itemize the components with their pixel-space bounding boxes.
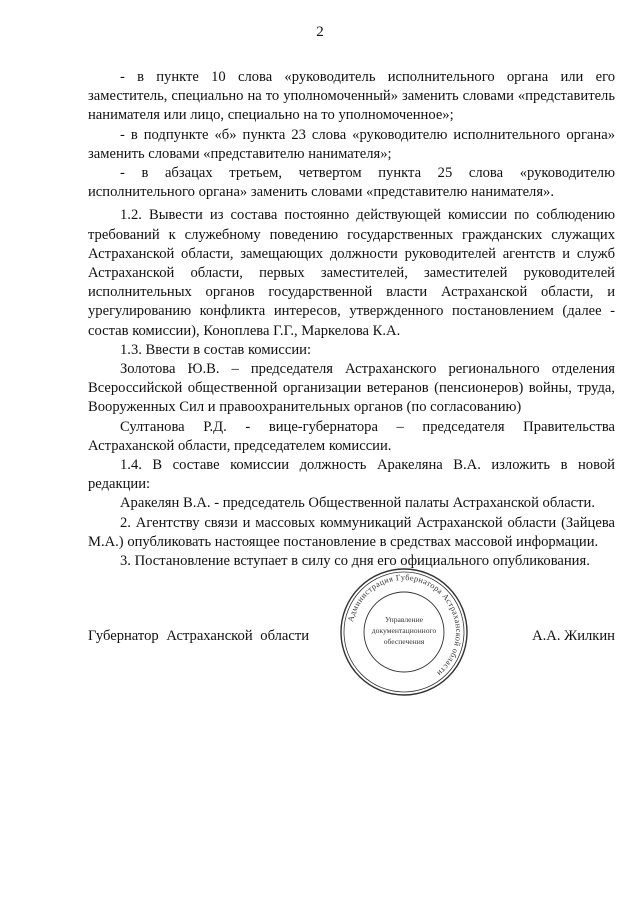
signatory-name: А.А. Жилкин — [532, 628, 615, 644]
paragraph: - в абзацах третьем, четвертом пункта 25 слова «руководителю исполнительного органа» заменить словами «представителю нанимателя». — [88, 165, 615, 201]
document-body — [88, 68, 615, 571]
paragraph: 1.4. В составе комиссии должность Аракеляна В.А. изложить в новой редакции: — [88, 457, 615, 493]
svg-text:Управление: Управление — [384, 615, 424, 624]
paragraph: 1.2. Вывести из состава постоянно действующей комиссии по соблюдению требований к служебному поведению государственных гражданских служащих Астраханской области, замещающих должности руководителей агентств и служб Астраханской области, первых заместителей, заместителей руководителей исполнительных органов государственной власти Астраханской области, и урегулированию конфликта интересов, утвержденного постановлением (далее - состав комиссии), Коноплева Г.Г., Маркелова К.А. — [88, 207, 615, 339]
official-seal — [338, 566, 470, 698]
paragraph: - в подпункте «б» пункта 23 слова «руководителю исполнительного органа» заменить словами «представителю нанимателя»; — [88, 126, 615, 162]
paragraph: Золотова Ю.В. – председателя Астраханского регионального отделения Всероссийской общественной организации ветеранов (пенсионеров) войны, труда, Вооруженных Сил и правоохранительных органов (по согласованию) — [88, 361, 615, 416]
signatory-title: Губернатор Астраханской области — [88, 628, 310, 644]
paragraph: Султанова Р.Д. - вице-губернатора – председателя Правительства Астраханской области, председателем комиссии. — [88, 418, 615, 454]
paragraph: Аракелян В.А. - председатель Общественной палаты Астраханской области. — [120, 495, 595, 512]
page-number: 2 — [316, 24, 324, 40]
svg-text:обеспечения: обеспечения — [383, 637, 425, 646]
paragraph: - в пункте 10 слова «руководитель исполнительного органа или его заместитель, специально на то уполномоченный» заменить словами «представитель нанимателя или лицо, специально на то уполномоченное»; — [88, 69, 615, 124]
paragraph: 2. Агентству связи и массовых коммуникаций Астраханской области (Зайцева М.А.) опубликовать настоящее постановление в средствах массовой информации. — [88, 514, 615, 550]
svg-text:документационного: документационного — [371, 626, 437, 635]
paragraph: 3. Постановление вступает в силу со дня его официального опубликования. — [120, 553, 590, 570]
svg-text:Администрация Губернатора Астр: Администрация Губернатора Астраханской области — [346, 572, 464, 679]
seal-graphic — [338, 566, 470, 698]
paragraph: 1.3. Ввести в состав комиссии: — [120, 341, 312, 358]
